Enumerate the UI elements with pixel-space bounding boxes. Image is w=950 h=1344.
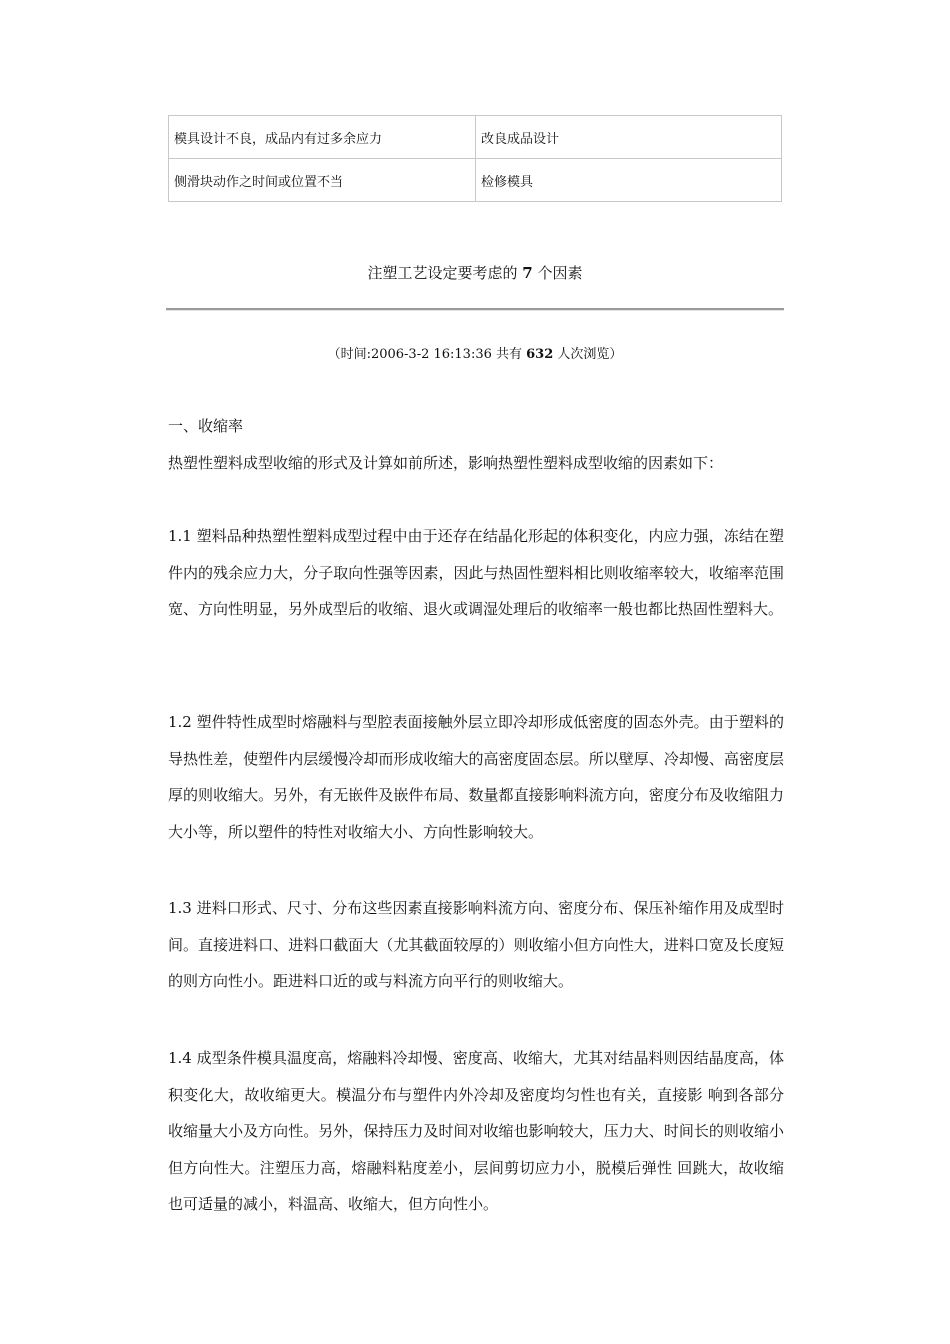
paragraph-1-2 (168, 704, 784, 850)
meta-suffix: 人次浏览） (553, 347, 623, 362)
intro-paragraph: 热塑性塑料成型收缩的形式及计算如前所述，影响热塑性塑料成型收缩的因素如下： (168, 453, 724, 472)
paragraph-1-3 (168, 890, 784, 1000)
table-row (169, 116, 782, 159)
paragraph-1-1 (168, 518, 784, 628)
troubleshooting-table (168, 115, 782, 202)
meta-prefix: （时间:2006-3-2 16:13:36 共有 (327, 347, 527, 362)
paragraph-text: 1.3 进料口形式、尺寸、分布这些因素直接影响料流方向、密度分布、保压补缩作用及成型时间。直接进料口、进料口截面大（尤其截面较厚的）则收缩小但方向性大，进料口宽及长度短的则方向性小。距进料口近的或与料流方向平行的则收缩大。 (168, 899, 784, 991)
paragraph-1-4 (168, 1040, 784, 1223)
article-title (166, 262, 784, 283)
meta-view-count: 632 (526, 347, 554, 362)
paragraph-text: 1.1 塑料品种热塑性塑料成型过程中由于还存在结晶化形起的体积变化，内应力强，冻结在塑件内的残余应力大，分子取向性强等因素，因此与热固性塑料相比则收缩率较大，收缩率范围宽、方向性明显，另外成型后的收缩、退火或调湿处理后的收缩率一般也都比热固性塑料大。 (168, 527, 784, 619)
paragraph-text: 1.2 塑件特性成型时熔融料与型腔表面接触外层立即冷却形成低密度的固态外壳。由于塑料的导热性差，使塑件内层缓慢冷却而形成收缩大的高密度固态层。所以壁厚、冷却慢、高密度层厚的则收缩大。另外，有无嵌件及嵌件布局、数量都直接影响料流方向，密度分布及收缩阻力大小等，所以塑件的特性对收缩大小、方向性影响较大。 (168, 713, 784, 841)
title-number: 7 (522, 264, 533, 282)
paragraph-text: 1.4 成型条件模具温度高，熔融料冷却慢、密度高、收缩大，尤其对结晶料则因结晶度高，体积变化大，故收缩更大。模温分布与塑件内外冷却及密度均匀性也有关，直接影 响到各部分收缩量大小及方向性。另外，保持压力及时间对收缩也影响较大，压力大、时间长的则收缩小但方向性大。注塑压力高，熔融料粘度差小，层间剪切应力小，脱模后弹性 回跳大，故收缩也可适量的减小，料温高、收缩大，但方向性小。 (168, 1049, 784, 1214)
title-divider (166, 308, 784, 311)
section-intro-block (168, 408, 784, 481)
title-prefix: 注塑工艺设定要考虑的 (367, 264, 523, 282)
table-row (169, 159, 782, 202)
table-cell-cause: 侧滑块动作之时间或位置不当 (169, 159, 476, 202)
section-heading: 一、收缩率 (168, 417, 244, 435)
table-cell-remedy: 改良成品设计 (476, 116, 782, 159)
table-cell-remedy: 检修模具 (476, 159, 782, 202)
article-meta (166, 343, 784, 362)
table-cell-cause: 模具设计不良，成品内有过多余应力 (169, 116, 476, 159)
title-suffix: 个因素 (532, 264, 583, 282)
